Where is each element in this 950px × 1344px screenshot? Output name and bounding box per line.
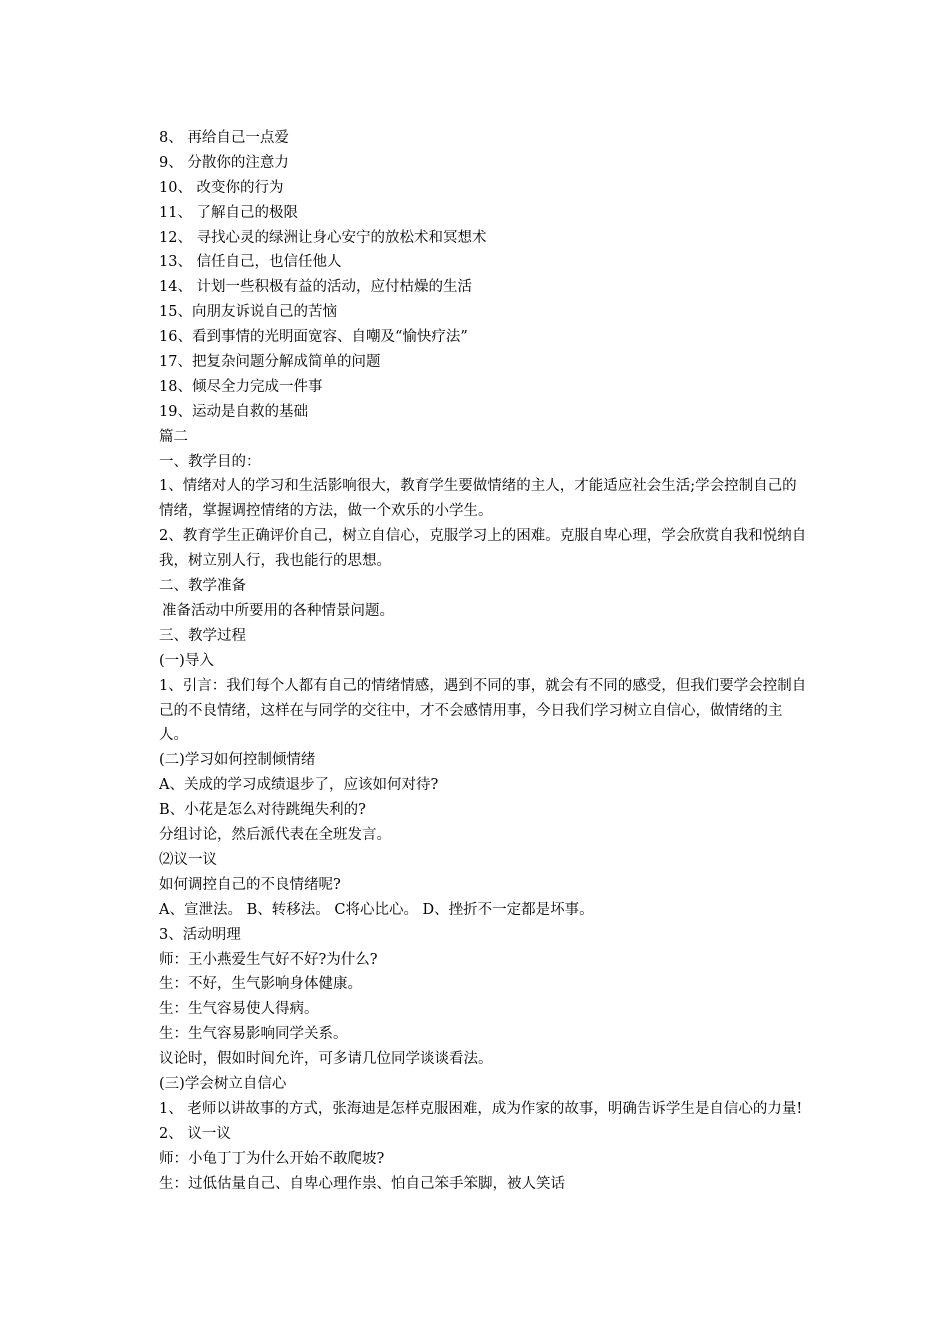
list-item: 18、倾尽全力完成一件事 [159, 378, 323, 395]
list-item: 13、 信任自己，也信任他人 [159, 254, 342, 271]
confidence-line: 2、 议一议 [159, 1125, 231, 1142]
confidence-line: 生：过低估量自己、自卑心理作祟、怕自己笨手笨脚，被人笑话 [159, 1175, 565, 1192]
discuss-options: A、宣泄法。 B、转移法。 C将心比心。 D、挫折不一定都是坏事。 [159, 901, 594, 918]
control-question-b: B、小花是怎么对待跳绳失利的? [159, 802, 366, 819]
list-item: 16、看到事情的光明面宽容、自嘲及“愉快疗法” [159, 329, 468, 346]
activity-line: 生：生气容易影响同学关系。 [159, 1026, 348, 1043]
control-group-text: 分组讨论，然后派代表在全班发言。 [159, 827, 391, 844]
control-heading: (二)学习如何控制倾情绪 [159, 752, 316, 769]
section-title: 篇二 [159, 428, 188, 445]
list-item: 12、 寻找心灵的绿洲让身心安宁的放松术和冥想术 [159, 229, 487, 246]
activity-line: 师：王小燕爱生气好不好?为什么? [159, 951, 378, 968]
prep-heading: 二、教学准备 [159, 578, 246, 595]
activity-line: 生：生气容易使人得病。 [159, 1001, 319, 1018]
goal-paragraph-1: 1、情绪对人的学习和生活影响很大，教育学生要做情绪的主人，才能适应社会生活;学会控制自己的情绪，掌握调控情绪的方法，做一个欢乐的小学生。 [159, 478, 797, 520]
intro-paragraph: 1、引言：我们每个人都有自己的情绪情感，遇到不同的事，就会有不同的感受，但我们要学会控制自己的不良情绪，这样在与同学的交往中，才不会感情用事，今日我们学习树立自信心，做情绪的主人。 [159, 677, 807, 744]
intro-heading: (一)导入 [159, 652, 214, 669]
confidence-heading: (三)学会树立自信心 [159, 1075, 287, 1092]
list-item: 14、 计划一些积极有益的活动，应付枯燥的生活 [159, 279, 473, 296]
list-item: 17、把复杂问题分解成简单的问题 [159, 354, 381, 371]
discuss-question: 如何调控自己的不良情绪呢? [159, 876, 341, 893]
activity-line: 生：不好，生气影响身体健康。 [159, 976, 362, 993]
list-item: 19、运动是自救的基础 [159, 403, 308, 420]
control-question-a: A、关成的学习成绩退步了，应该如何对待? [159, 777, 439, 794]
activity-line: 议论时，假如时间允许，可多请几位同学谈谈看法。 [159, 1051, 493, 1068]
list-item: 9、 分散你的注意力 [159, 154, 289, 171]
list-item: 8、 再给自己一点爱 [159, 130, 289, 146]
discuss-heading: ⑵议一议 [159, 851, 217, 868]
process-heading: 三、教学过程 [159, 627, 246, 644]
document-body [146, 126, 810, 1196]
prep-text: 准备活动中所要用的各种情景问题。 [162, 602, 394, 619]
list-item: 11、 了解自己的极限 [159, 204, 299, 221]
activity-heading: 3、活动明理 [159, 926, 241, 943]
confidence-line: 师：小龟丁丁为什么开始不敢爬坡? [159, 1150, 385, 1167]
list-item: 10、 改变你的行为 [159, 179, 284, 196]
confidence-paragraph-1: 1、 老师以讲故事的方式，张海迪是怎样克服困难，成为作家的故事，明确告诉学生是自信心的力量! [159, 1100, 803, 1117]
goal-heading: 一、教学目的： [159, 453, 261, 470]
goal-paragraph-2: 2、教育学生正确评价自己，树立自信心，克服学习上的困难。克服自卑心理，学会欣赏自我和悦纳自我，树立别人行，我也能行的思想。 [159, 528, 807, 570]
list-item: 15、向朋友诉说自己的苦恼 [159, 304, 337, 321]
